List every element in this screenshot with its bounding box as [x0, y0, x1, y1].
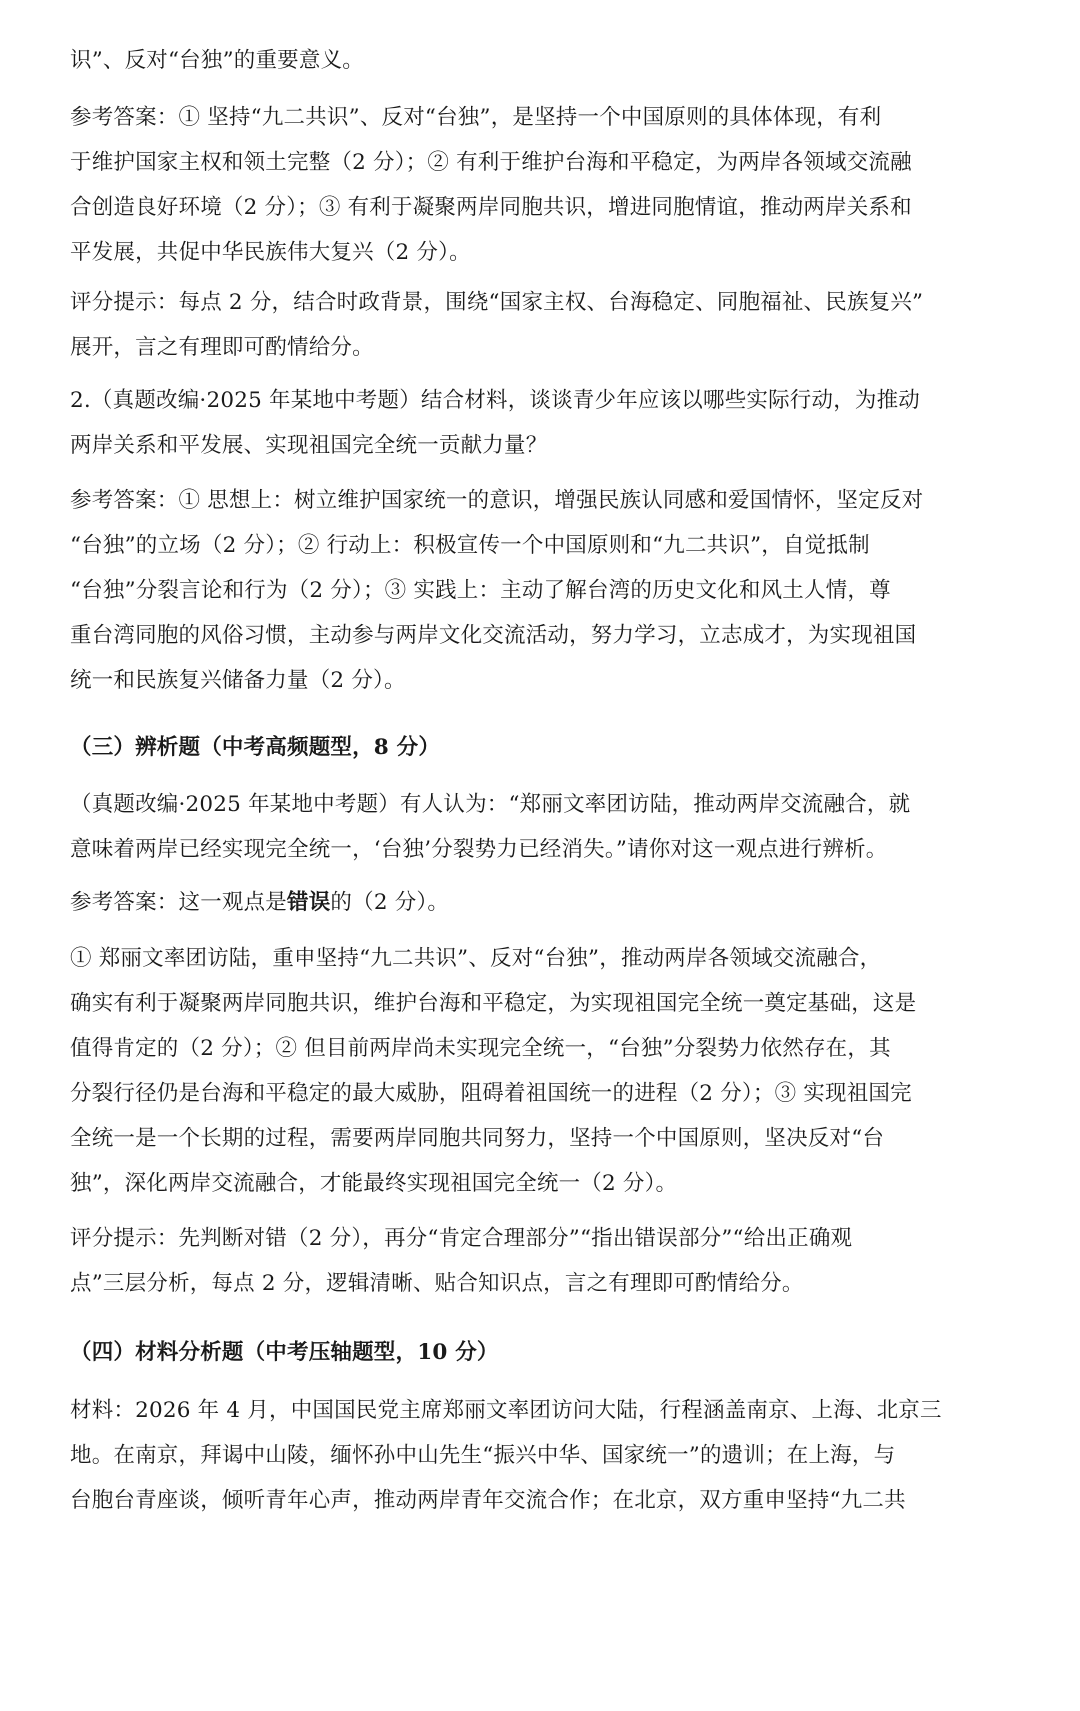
text-line: 评分提示：每点 2 分，结合时政背景，围绕“国家主权、台海稳定、同胞福祉、民族复兴”: [70, 290, 924, 315]
text-line: 点”三层分析，每点 2 分，逻辑清晰、贴合知识点，言之有理即可酌情给分。: [70, 1271, 804, 1296]
text-line: 展开，言之有理即可酌情给分。: [70, 335, 374, 360]
text-line: “台独”分裂言论和行为（2 分）；③ 实践上：主动了解台湾的历史文化和风土人情，尊: [70, 578, 891, 603]
scoring-hint-1: [70, 280, 1030, 370]
text-line: “台独”的立场（2 分）；② 行动上：积极宣传一个中国原则和“九二共识”，自觉抵制: [70, 533, 870, 558]
text-line: 地。在南京，拜谒中山陵，缅怀孙中山先生“振兴中华、国家统一”的遗训；在上海，与: [70, 1443, 896, 1468]
text-line: 确实有利于凝聚两岸同胞共识，维护台海和平稳定，为实现祖国完全统一奠定基础，这是: [70, 991, 917, 1016]
reference-answer-2: [70, 478, 1030, 703]
reference-answer-3: [70, 880, 1030, 925]
text-line: 评分提示：先判断对错（2 分），再分“肯定合理部分”“指出错误部分”“给出正确观: [70, 1226, 853, 1251]
text-line: 2.（真题改编·2025 年某地中考题）结合材料，谈谈青少年应该以哪些实际行动，为推动: [70, 388, 921, 413]
text-line: 材料：2026 年 4 月，中国国民党主席郑丽文率团访问大陆，行程涵盖南京、上海、北京三: [70, 1398, 942, 1423]
heading-text: （三）辨析题（中考高频题型，8 分）: [70, 735, 441, 760]
section-heading-4: [70, 1330, 1030, 1375]
text-line: 两岸关系和平发展、实现祖国完全统一贡献力量？: [70, 433, 548, 458]
material-text: [70, 1388, 1030, 1523]
answer-verdict: 错误: [287, 890, 331, 915]
text-line: 意味着两岸已经实现完全统一，‘台独’分裂势力已经消失。”请你对这一观点进行辨析。: [70, 837, 888, 862]
text-line: 分裂行径仍是台海和平稳定的最大威胁，阻碍着祖国统一的进程（2 分）；③ 实现祖国完: [70, 1081, 912, 1106]
answer-suffix: 的（2 分）。: [330, 890, 450, 915]
text-line: 独”，深化两岸交流融合，才能最终实现祖国完全统一（2 分）。: [70, 1171, 678, 1196]
text-line: 值得肯定的（2 分）；② 但目前两岸尚未实现完全统一，“台独”分裂势力依然存在，其: [70, 1036, 891, 1061]
text-line: 全统一是一个长期的过程，需要两岸同胞共同努力，坚持一个中国原则，坚决反对“台: [70, 1126, 885, 1151]
analysis-question: [70, 782, 1030, 872]
text-line: 台胞台青座谈，倾听青年心声，推动两岸青年交流合作；在北京，双方重申坚持“九二共: [70, 1488, 906, 1513]
text-line: ① 郑丽文率团访陆，重申坚持“九二共识”、反对“台独”，推动两岸各领域交流融合，: [70, 946, 882, 971]
reference-answer-1: [70, 95, 1030, 275]
text-line: 参考答案：① 坚持“九二共识”、反对“台独”，是坚持一个中国原则的具体体现，有利: [70, 105, 882, 130]
heading-text: （四）材料分析题（中考压轴题型，10 分）: [70, 1340, 499, 1365]
text-line: 于维护国家主权和领土完整（2 分）；② 有利于维护台海和平稳定，为两岸各领域交流融: [70, 150, 912, 175]
text-line: （真题改编·2025 年某地中考题）有人认为：“郑丽文率团访陆，推动两岸交流融合，就: [70, 792, 911, 817]
question-2: [70, 378, 1030, 468]
text-line: 合创造良好环境（2 分）；③ 有利于凝聚两岸同胞共识，增进同胞情谊，推动两岸关系和: [70, 195, 912, 220]
analysis-answer: [70, 936, 1030, 1206]
text-line: 统一和民族复兴储备力量（2 分）。: [70, 668, 406, 693]
text-line: 识”、反对“台独”的重要意义。: [70, 48, 364, 73]
text-line: 参考答案：① 思想上：树立维护国家统一的意识，增强民族认同感和爱国情怀，坚定反对: [70, 488, 924, 513]
answer-prefix: 参考答案：这一观点是: [70, 890, 288, 915]
scoring-hint-3: [70, 1216, 1030, 1306]
text-line: 平发展，共促中华民族伟大复兴（2 分）。: [70, 240, 471, 265]
answer-intro-continuation: [70, 38, 1030, 83]
text-line: 重台湾同胞的风俗习惯，主动参与两岸文化交流活动，努力学习，立志成才，为实现祖国: [70, 623, 917, 648]
section-heading-3: [70, 725, 1030, 770]
